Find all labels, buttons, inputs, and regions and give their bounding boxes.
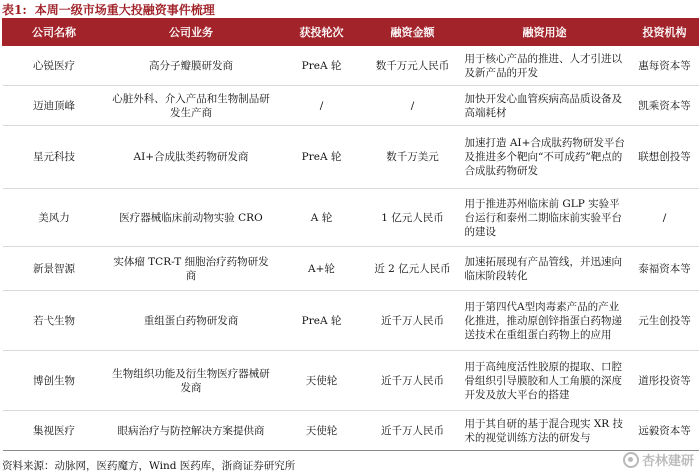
cell-company: 迈迪顶峰	[3, 86, 106, 126]
cell-investor: 远毅资本等	[631, 411, 699, 451]
cell-amount: 近 2 亿元人民币	[367, 247, 459, 291]
table-row	[3, 86, 699, 126]
header-business: 公司业务	[106, 19, 277, 46]
cell-amount: /	[367, 86, 459, 126]
cell-company: 心锐医疗	[3, 46, 106, 86]
cell-business: 心脏外科、介入产品和生物制品研发生产商	[106, 86, 277, 126]
cell-round: PreA 轮	[277, 291, 367, 351]
table-header-row	[3, 19, 699, 46]
cell-business: 眼病治疗与防控解决方案提供商	[106, 411, 277, 451]
cell-business: 实体瘤 TCR-T 细胞治疗药物研发商	[106, 247, 277, 291]
table-title	[2, 1, 215, 19]
cell-company: 若弋生物	[3, 291, 106, 351]
cell-amount: 近千万人民币	[367, 411, 459, 451]
cell-round: PreA 轮	[277, 126, 367, 189]
cell-investor: 道彤投资等	[631, 351, 699, 411]
cell-investor: 泰福资本等	[631, 247, 699, 291]
header-investor: 投资机构	[631, 19, 699, 46]
table-row	[3, 126, 699, 189]
cell-investor: 联想创投等	[631, 126, 699, 189]
cell-purpose: 加快开发心血管疾病高品质设备及高端耗材	[459, 86, 631, 126]
cell-company: 美风力	[3, 189, 106, 247]
cell-investor: /	[631, 189, 699, 247]
cell-amount: 1 亿元人民币	[367, 189, 459, 247]
header-amount: 融资金额	[367, 19, 459, 46]
header-company: 公司名称	[3, 19, 106, 46]
table-row	[3, 247, 699, 291]
cell-round: PreA 轮	[277, 46, 367, 86]
cell-round: 天使轮	[277, 351, 367, 411]
cell-amount: 数千万美元	[367, 126, 459, 189]
cell-business: 高分子瓣膜研发商	[106, 46, 277, 86]
watermark-text: 杏林建研	[641, 454, 694, 469]
cell-purpose: 用于高纯度活性胶原的提取、口腔骨组织引导膜胶和人工角膜的深度开发及放大平台的搭建	[459, 351, 631, 411]
table-row	[3, 189, 699, 247]
cell-purpose: 加速拓展现有产品管线，并迅速向临床阶段转化	[459, 247, 631, 291]
table-row	[3, 351, 699, 411]
cell-company: 新景智源	[3, 247, 106, 291]
cell-investor: 凯乘资本等	[631, 86, 699, 126]
cell-amount: 近千万人民币	[367, 351, 459, 411]
cell-business: AI+合成肽类药物研发商	[106, 126, 277, 189]
table-row	[3, 46, 699, 86]
cell-round: 天使轮	[277, 411, 367, 451]
table-row	[3, 411, 699, 451]
cell-amount: 近千万人民币	[367, 291, 459, 351]
header-round: 获投轮次	[277, 19, 367, 46]
cell-purpose: 用于第四代A型肉毒素产品的产业化推进，推动原创锌指蛋白药物递送技术在重组蛋白药物上的应用	[459, 291, 631, 351]
cell-business: 生物组织功能及衍生物医疗器械研发商	[106, 351, 277, 411]
watermark	[623, 450, 694, 469]
cell-company: 集视医疗	[3, 411, 106, 451]
table-title-text: 本周一级市场重大投融资事件梳理	[34, 3, 215, 17]
table-row	[3, 291, 699, 351]
source-note: 资料来源：动脉网，医药魔方，Wind 医药库，浙商证券研究所	[2, 460, 296, 472]
cell-round: A+轮	[277, 247, 367, 291]
cell-round: A 轮	[277, 189, 367, 247]
cell-investor: 元生创投等	[631, 291, 699, 351]
cell-purpose: 加速打造 AI+合成肽药物研发平台及推进多个靶向“不可成药”靶点的合成肽药物研发	[459, 126, 631, 189]
financing-events-table	[2, 18, 699, 451]
header-purpose: 融资用途	[459, 19, 631, 46]
cell-amount: 数千万元人民币	[367, 46, 459, 86]
cell-company: 星元科技	[3, 126, 106, 189]
cell-purpose: 用于核心产品的推进、人才引进以及新产品的开发	[459, 46, 631, 86]
cell-business: 医疗器械临床前动物实验 CRO	[106, 189, 277, 247]
circle-logo-icon	[623, 452, 639, 468]
cell-purpose: 用于其自研的基于混合现实 XR 技术的视觉训练方法的研发与	[459, 411, 631, 451]
cell-company: 博创生物	[3, 351, 106, 411]
table-number: 表1:	[2, 3, 27, 17]
cell-business: 重组蛋白药物研发商	[106, 291, 277, 351]
cell-round: /	[277, 86, 367, 126]
cell-purpose: 用于推进苏州临床前 GLP 实验平台运行和泰州二期临床前实验平台的建设	[459, 189, 631, 247]
cell-investor: 惠每资本等	[631, 46, 699, 86]
